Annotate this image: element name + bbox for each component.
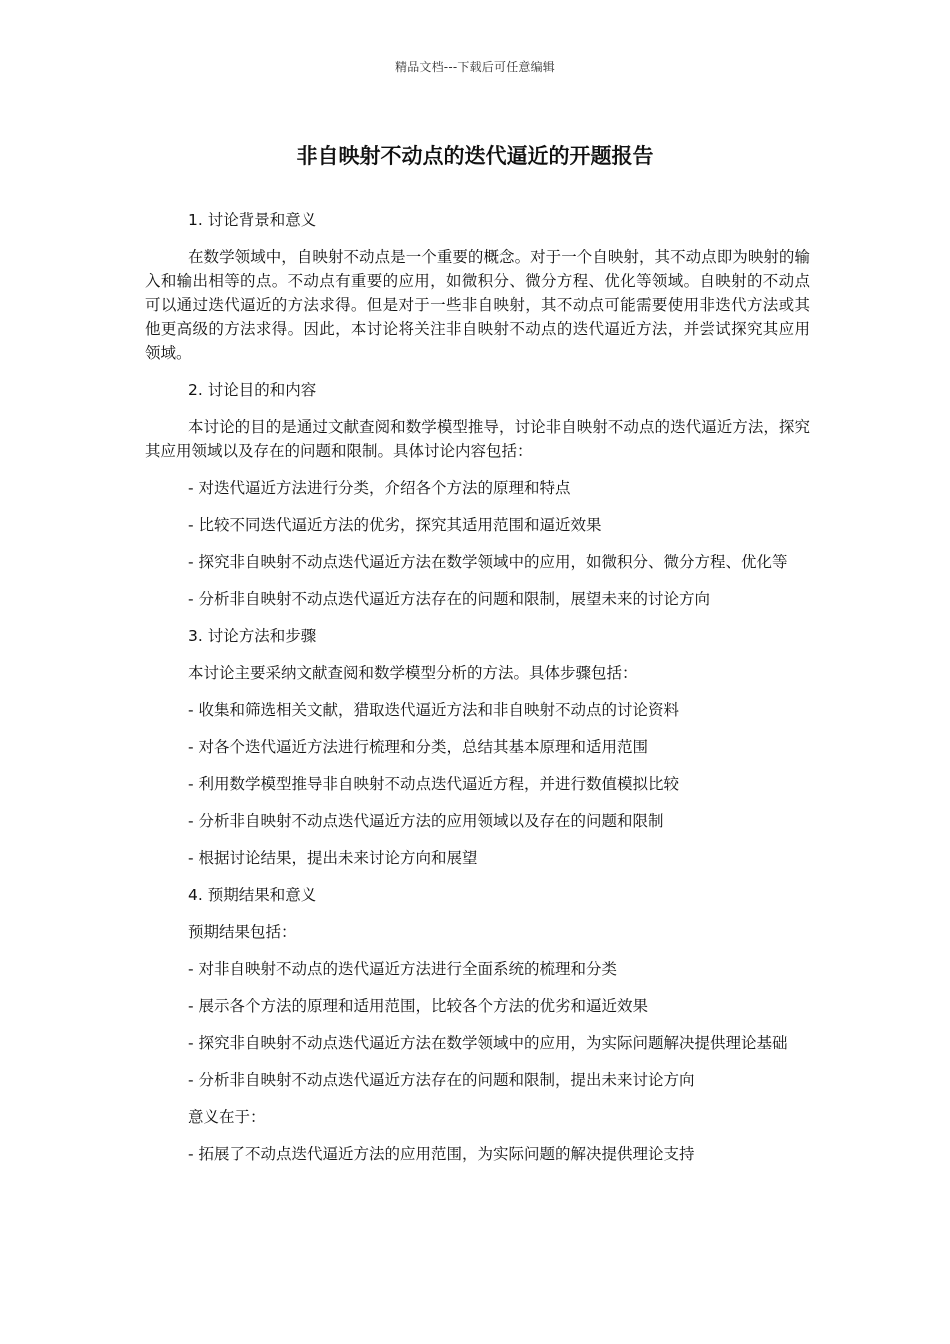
- list-item: - 分析非自映射不动点迭代逼近方法存在的问题和限制，提出未来讨论方向: [188, 1071, 695, 1089]
- list-item: - 对各个迭代逼近方法进行梳理和分类，总结其基本原理和适用范围: [188, 738, 649, 756]
- paragraph-method: 本讨论主要采纳文献查阅和数学模型分析的方法。具体步骤包括：: [188, 664, 638, 682]
- list-item: - 探究非自映射不动点迭代逼近方法在数学领域中的应用，为实际问题解决提供理论基础: [188, 1034, 788, 1052]
- list-item: - 比较不同迭代逼近方法的优劣，探究其适用范围和逼近效果: [188, 516, 602, 534]
- list-item: - 分析非自映射不动点迭代逼近方法的应用领域以及存在的问题和限制: [188, 812, 664, 830]
- document-title: 非自映射不动点的迭代逼近的开题报告: [296, 144, 654, 168]
- paragraph-background: 在数学领域中，自映射不动点是一个重要的概念。对于一个自映射，其不动点即为映射的输入和输出相等的点。不动点有重要的应用，如微积分、微分方程、优化等领域。自映射的不动点可以通过迭代逼近的方法求得。但是对于一些非自映射，其不动点可能需要使用非迭代方法或其他更高级的方法求得。因此，本讨论将关注非自映射不动点的迭代逼近方法，并尝试探究其应用领域。: [145, 248, 810, 362]
- list-item: - 拓展了不动点迭代逼近方法的应用范围，为实际问题的解决提供理论支持: [188, 1145, 695, 1163]
- list-item: - 分析非自映射不动点迭代逼近方法存在的问题和限制，展望未来的讨论方向: [188, 590, 711, 608]
- paragraph-significance-intro: 意义在于：: [188, 1108, 266, 1126]
- section-heading-method: 3. 讨论方法和步骤: [188, 627, 317, 645]
- section-heading-results: 4. 预期结果和意义: [188, 886, 317, 904]
- list-item: - 利用数学模型推导非自映射不动点迭代逼近方程，并进行数值模拟比较: [188, 775, 680, 793]
- document-body: [145, 208, 810, 1179]
- section-heading-background: 1. 讨论背景和意义: [188, 211, 317, 229]
- list-item: - 探究非自映射不动点迭代逼近方法在数学领域中的应用，如微积分、微分方程、优化等: [188, 553, 788, 571]
- paragraph-results-intro: 预期结果包括：: [188, 923, 297, 941]
- section-heading-purpose: 2. 讨论目的和内容: [188, 381, 317, 399]
- list-item: - 收集和筛选相关文献，猎取迭代逼近方法和非自映射不动点的讨论资料: [188, 701, 680, 719]
- paragraph-purpose: 本讨论的目的是通过文献查阅和数学模型推导，讨论非自映射不动点的迭代逼近方法，探究其应用领域以及存在的问题和限制。具体讨论内容包括：: [145, 418, 810, 460]
- list-item: - 对迭代逼近方法进行分类，介绍各个方法的原理和特点: [188, 479, 571, 497]
- list-item: - 展示各个方法的原理和适用范围，比较各个方法的优劣和逼近效果: [188, 997, 649, 1015]
- header-watermark: 精品文档---下载后可任意编辑: [395, 60, 555, 74]
- list-item: - 对非自映射不动点的迭代逼近方法进行全面系统的梳理和分类: [188, 960, 618, 978]
- list-item: - 根据讨论结果，提出未来讨论方向和展望: [188, 849, 478, 867]
